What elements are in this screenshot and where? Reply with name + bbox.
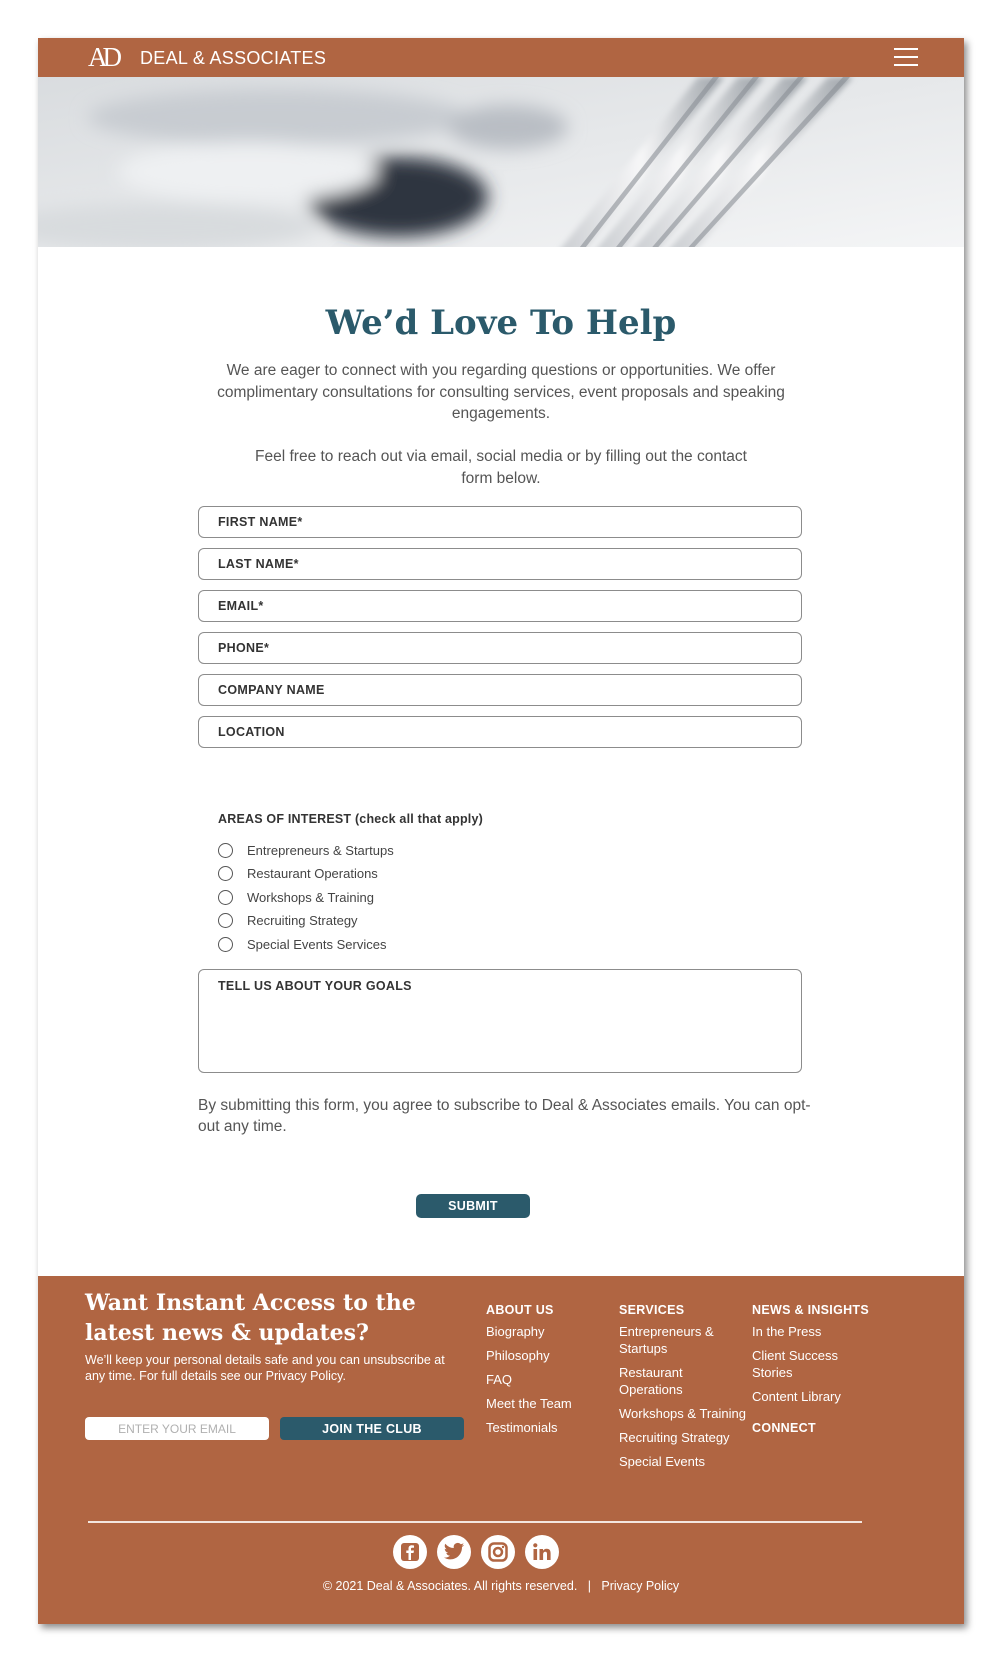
facebook-icon[interactable] — [393, 1535, 427, 1569]
page-frame — [38, 38, 964, 1624]
email-input[interactable] — [199, 591, 801, 621]
footer — [38, 1276, 964, 1624]
logo-mark[interactable]: AD — [88, 42, 117, 72]
footer-link-in-the-press[interactable]: In the Press — [752, 1324, 822, 1339]
interest-option-special-events[interactable] — [218, 934, 386, 954]
interest-option-label: Special Events Services — [247, 936, 387, 952]
footer-link-client-success[interactable]: Client Success Stories — [752, 1348, 838, 1380]
checkbox[interactable] — [218, 890, 233, 905]
newsletter-headline: Want Instant Access to the latest news & updates? — [85, 1290, 416, 1346]
goals-textarea[interactable] — [199, 970, 801, 1072]
phone-field-wrap — [198, 632, 802, 664]
fork-and-plate-image — [38, 77, 964, 247]
copyright-separator: | — [587, 1579, 591, 1593]
linkedin-icon[interactable] — [525, 1535, 559, 1569]
instagram-icon[interactable] — [481, 1535, 515, 1569]
email-field-wrap — [198, 590, 802, 622]
footer-services-column — [619, 1303, 747, 1477]
footer-services-heading[interactable]: SERVICES — [619, 1303, 685, 1317]
intro-paragraph: We are eager to connect with you regarding questions or opportunities. We offer complimentary consultations for consulting services, event proposals and speaking engagements. — [217, 362, 785, 422]
interest-option-recruiting[interactable] — [218, 910, 358, 930]
copyright-line — [38, 1579, 964, 1593]
footer-link-content-library[interactable]: Content Library — [752, 1389, 841, 1404]
footer-link-special-events[interactable]: Special Events — [619, 1454, 705, 1469]
footer-divider — [88, 1521, 862, 1523]
hamburger-menu-icon[interactable] — [894, 48, 918, 67]
join-the-club-button[interactable]: JOIN THE CLUB — [280, 1417, 464, 1440]
first-name-input[interactable] — [199, 507, 801, 537]
copyright-text: © 2021 Deal & Associates. All rights reserved. — [322, 1579, 578, 1593]
top-nav-bar — [38, 38, 964, 77]
footer-about-heading[interactable]: ABOUT US — [486, 1303, 554, 1317]
footer-link-entrepreneurs[interactable]: Entrepreneurs & Startups — [619, 1324, 714, 1356]
brand-name[interactable]: DEAL & ASSOCIATES — [140, 48, 327, 68]
last-name-input[interactable] — [199, 549, 801, 579]
company-name-input[interactable] — [199, 675, 801, 705]
checkbox[interactable] — [218, 913, 233, 928]
footer-link-restaurant-operations[interactable]: Restaurant Operations — [619, 1365, 683, 1397]
footer-link-faq[interactable]: FAQ — [486, 1372, 513, 1387]
first-name-field-wrap — [198, 506, 802, 538]
interest-option-label: Restaurant Operations — [247, 865, 378, 881]
phone-input[interactable] — [199, 633, 801, 663]
footer-link-testimonials[interactable]: Testimonials — [486, 1420, 558, 1435]
footer-news-heading[interactable]: NEWS & INSIGHTS — [752, 1303, 870, 1317]
twitter-icon[interactable] — [437, 1535, 471, 1569]
checkbox[interactable] — [218, 937, 233, 952]
footer-link-meet-the-team[interactable]: Meet the Team — [486, 1396, 572, 1411]
footer-link-recruiting[interactable]: Recruiting Strategy — [619, 1430, 730, 1445]
location-field-wrap — [198, 716, 802, 748]
reach-out-paragraph: Feel free to reach out via email, social media or by filling out the contact form below. — [255, 448, 747, 487]
interest-option-label: Recruiting Strategy — [247, 912, 358, 928]
hero-image — [38, 77, 964, 247]
interest-option-label: Workshops & Training — [247, 889, 374, 905]
location-input[interactable] — [199, 717, 801, 747]
footer-link-workshops[interactable]: Workshops & Training — [619, 1406, 746, 1421]
footer-news-column — [752, 1303, 880, 1441]
footer-link-biography[interactable]: Biography — [486, 1324, 545, 1339]
areas-of-interest-label: AREAS OF INTEREST (check all that apply) — [218, 812, 483, 826]
footer-connect-heading[interactable]: CONNECT — [752, 1421, 816, 1435]
submit-button[interactable]: SUBMIT — [416, 1194, 530, 1218]
interest-option-workshops[interactable] — [218, 887, 374, 907]
goals-field-wrap — [198, 969, 802, 1073]
page-title: We’d Love To Help — [325, 303, 677, 343]
last-name-field-wrap — [198, 548, 802, 580]
interest-option-entrepreneurs[interactable] — [218, 840, 394, 860]
checkbox[interactable] — [218, 843, 233, 858]
footer-about-column — [486, 1303, 614, 1443]
interest-option-label: Entrepreneurs & Startups — [247, 842, 394, 858]
newsletter-subtext: We’ll keep your personal details safe and you can unsubscribe at any time. For full details see our Privacy Policy. — [85, 1353, 445, 1383]
privacy-policy-link[interactable]: Privacy Policy — [601, 1579, 680, 1593]
checkbox[interactable] — [218, 866, 233, 881]
footer-link-philosophy[interactable]: Philosophy — [486, 1348, 550, 1363]
newsletter-email-input[interactable] — [85, 1417, 269, 1440]
consent-text: By submitting this form, you agree to subscribe to Deal & Associates emails. You can opt-out any time. — [198, 1097, 811, 1135]
interest-option-restaurant[interactable] — [218, 863, 378, 883]
company-field-wrap — [198, 674, 802, 706]
